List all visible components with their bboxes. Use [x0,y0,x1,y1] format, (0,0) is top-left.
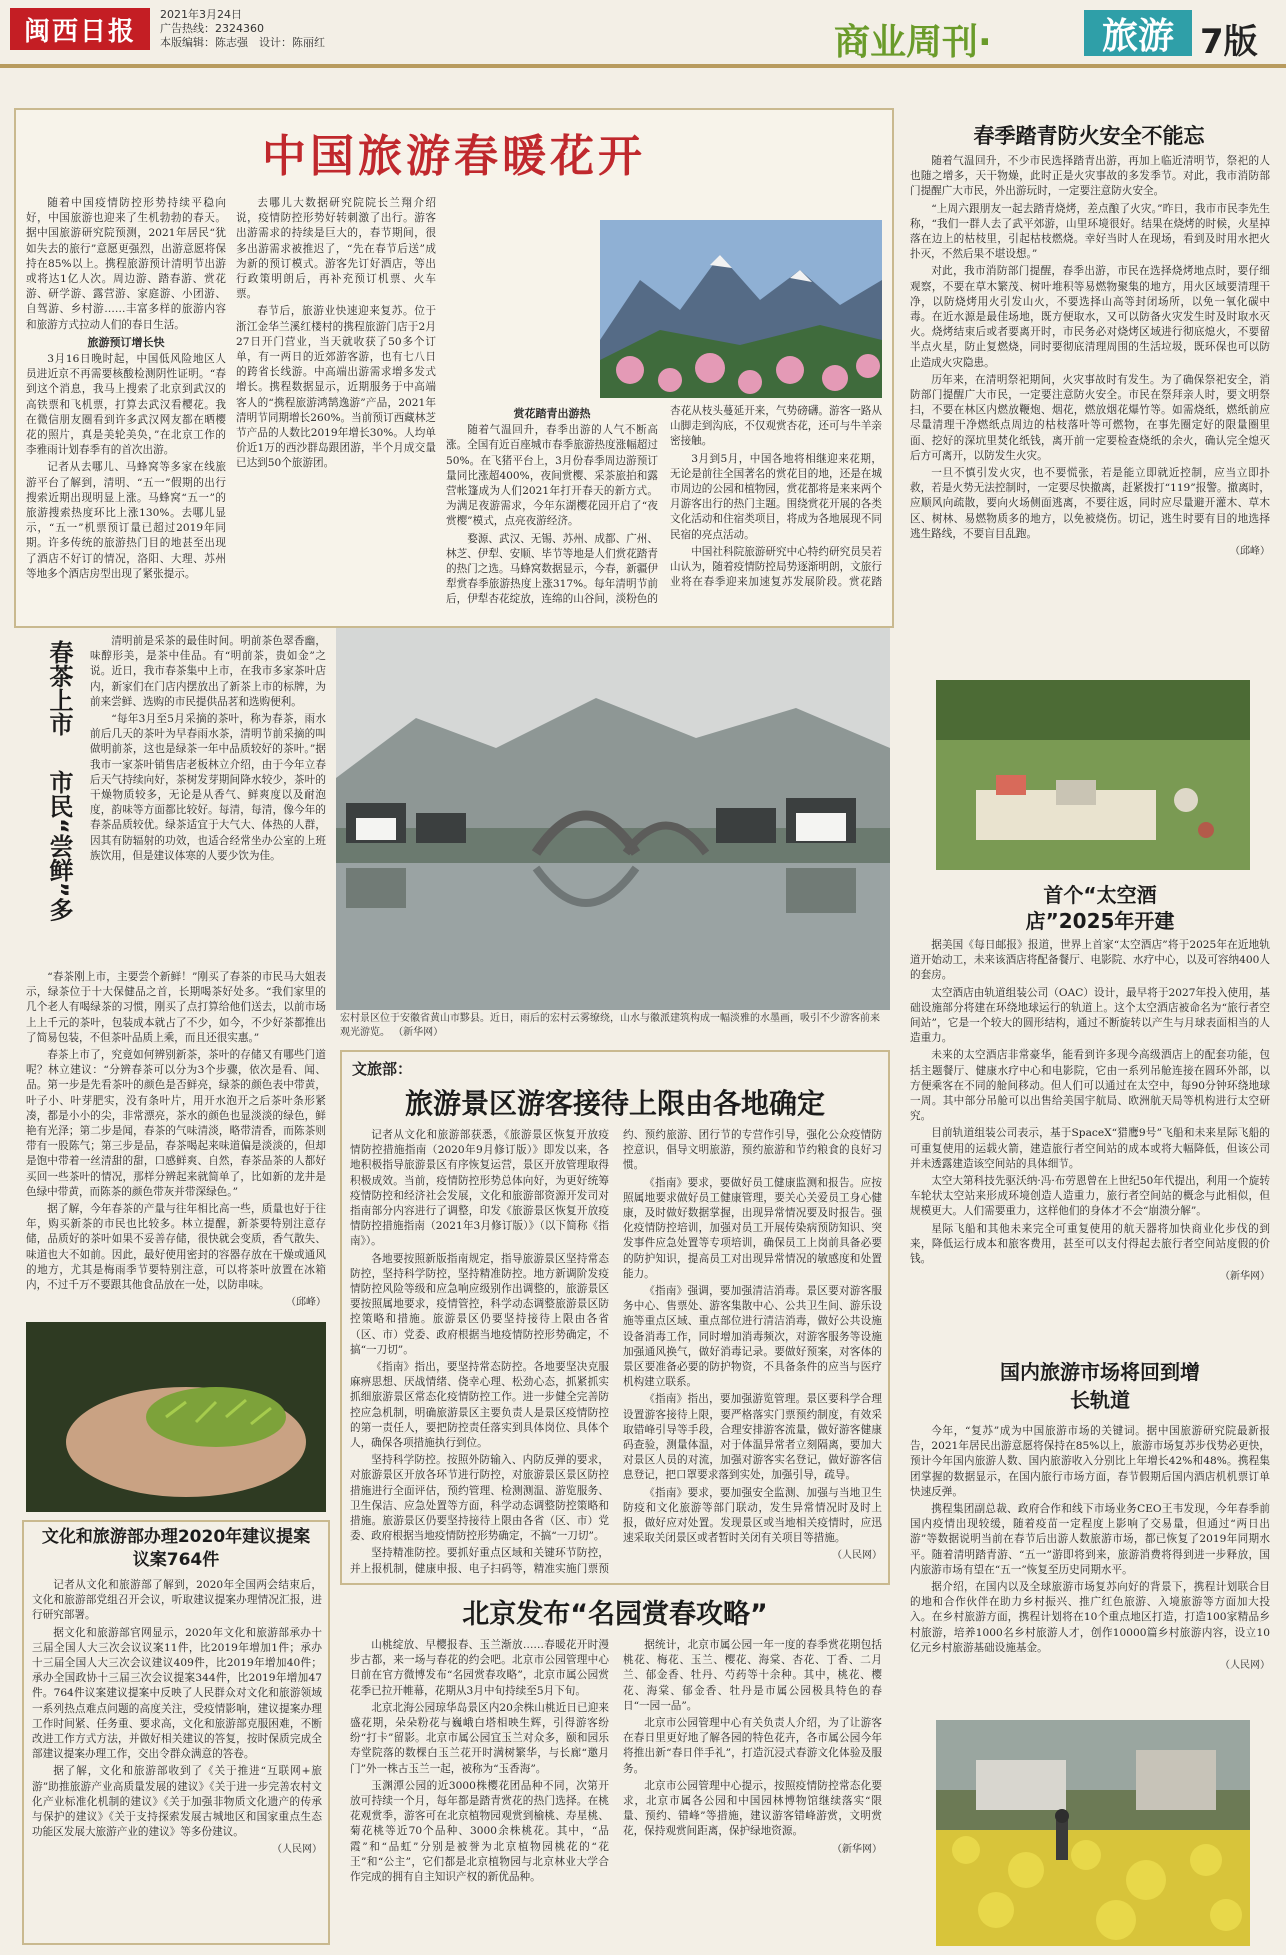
hongcun-caption-credit: （新华网） [393,1027,444,1038]
issue-date: 2021年3月24日 [160,8,242,21]
tea-p4: 春茶上市了，究竟如何辨别新茶，茶叶的存储又有哪些门道呢？林立建议：“分辨春茶可以分为3个步骤，依次是看、闻、品。第一步是先看茶叶的颜色是否鲜亮，绿茶的颜色表中带黄，叶子小、叶芽肥实，没有条叶片，用开水泡开之后茶叶条形紧凑，都是小小的尖，非常漂亮，茶水的颜色也显淡淡的绿色，鲜艳有光泽；第二步是闻，春茶的气味清淡，略带清香，而陈茶则带有一股陈气；第三步是品，春茶喝起来味道偏是淡淡的，但却是饱中带着一丝清甜的甜，口感鲜爽、自然，春茶品茶的人都好买回一些茶叶的情况，那样分辨起来就简单了，比如新的龙井是色绿中带黄，而陈茶的颜色带灰并带深绿色。” [26,1049,326,1198]
market-credit: （人民网） [1220,1660,1270,1672]
tourism-limit-p2: 各地要按照新版指南规定，指导旅游景区坚持常态防控，坚持科学防控，坚持精准防控。地方新调阶发疫情防控风险等级和应急响应级别作出调整的，旅游景区要按照属地要求，疫情管控，科学动态调整旅游景区防控策略和措施。旅游景区仍要坚持接待上限由各省（区、市）党委、政府根据当地疫情防控形势确定，不搞“一刀切”。 [350,1252,609,1356]
tea-headline-right: 市民“尝鲜”多 [45,770,73,922]
main-p2: 记者从去哪儿、马蜂窝等多家在线旅游平台了解到，清明、“五一”假期的出行搜索近期出现明显上涨。马蜂窝“五一”的旅游搜索热度环比上涨130%。去哪儿显示，“五一”机票预订量已超过2019年同期。许多传统的旅游热门目的地甚至出现了酒店不好订的情况，洛阳、大理、苏州等地多个酒店房型出现了紧张提示。 [26,461,226,580]
fire-text [910,154,1270,668]
tourism-limit-p8: 《指南》指出，要加强游览管理。景区要科学合理设置游客接待上限，要严格落实门票预约制度，有效采取错峰引导等手段，合理安排游客流量，做好游客健康码查验，测量体温，对于体温异常者立刻隔离，要加大对景区人员的对流，加强对游客实名登记，做好游客信息登记，把口罩要求落到实处，加强引导，疏导。 [623,1393,882,1482]
space-hotel-p2: 太空酒店由轨道组装公司（OAC）设计，最早将于2027年投入使用，基础设施部分将建在环绕地球运行的轨道上。这个太空酒店被命名为“旅行者空间站”，它是一个较大的圆形结构，通过不断旋转以产生与月球表面相当的人造重力。 [910,986,1270,1045]
beijing-p2: 北京北海公园琼华岛景区内20余株山桃近日已迎来盛花期，朵朵粉花与巍峨白塔相映生辉，引得游客纷纷“打卡”留影。北京市属公园宜玉兰对众多，颐和园乐寿堂院落的数棵白玉兰花开时满树繁华，与长廊“邀月门”外一株古玉兰一起，被称为“玉香海”。 [350,1701,609,1775]
main-sub1: 旅游预订增长快 [87,335,165,349]
picnic-photo [936,680,1250,870]
beijing-p1: 山桃绽放、早樱报春、玉兰渐放……春暖花开时漫步古都，来一场与春花的约会吧。北京市公园管理中心日前在官方微博发布“名园赏春攻略”，北京市属公园赏花季已拉开帷幕，花期从3月中旬持续至5月下旬。 [350,1639,609,1697]
hongcun-caption-text: 宏村景区位于安徽省黄山市黟县。近日，雨后的宏村云雾缭绕，山水与徽派建筑构成一幅淡雅的水墨画，吸引不少游客前来观光游览。 [340,1013,880,1038]
masthead-rule [0,64,1286,68]
fire-p3: 对此，我市消防部门提醒，春季出游，市民在选择烧烤地点时，要仔细观察，不要在草木繁茂、树叶堆积等易燃物聚集的地方，用火区域要清理干净，以防烧烤用火引发山火，不要选择山高等封闭场所，以免一氧化碳中毒。在近水源是最佳场地，既方便取水，又可以防备火灾发生时及时取水灭火。烧烤结束后或者要离开时，市民务必对烧烤区域进行彻底熄火，不要留半点火星，防止复燃烧，同时要彻底清理周围的生活垃圾，既环保也可以防止造成火灾隐患。 [910,265,1270,369]
space-hotel-text [910,938,1270,1346]
fire-headline: 春季踏青防火安全不能忘 [973,124,1205,148]
flower-field-photo [936,1720,1250,1946]
suggestion-headline: 文化和旅游部办理2020年建议提案议案764件 [41,1527,311,1570]
market-p1: 今年，“复苏”成为中国旅游市场的关键词。据中国旅游研究院最新报告，2021年居民出游意愿将保持在85%以上，旅游市场复苏步伐势必更快，预计今年国内旅游人数、国内旅游收入分别比上年增长42%和48%。携程集团掌握的数据显示，在国内旅行市场方面，春节假期后国内酒店机机票订单快速反弹。 [910,1425,1270,1498]
tea-p3: “春茶刚上市，主要尝个新鲜！”刚买了春茶的市民马大姐表示，绿茶位于十大保健品之首，长期喝茶好处多。“我们家里的几个老人有喝绿茶的习惯，刚买了点打算给他们送去，以前市场上上千元的茶叶，包装成本就占了不少，如今，不少好茶都推出了简易包装，不但茶叶品质上乘，而且还很实惠。” [26,971,326,1044]
main-sub2: 赏花踏青出游热 [513,407,591,420]
tea-leaves-photo [26,1322,326,1512]
hongcun-photo [336,628,890,1010]
tea-p1: 清明前是采茶的最佳时间。明前茶色翠香幽，味醇形美，是茶中佳品。有“明前茶，贵如金”之说。近日，我市春茶集中上市，在我市多家茶叶店内，新家们在门店内摆放出了新茶上市的标牌，为前来尝鲜、选购的市民提供品茗和选购便利。 [90,635,326,708]
tea-story-text-lower [26,970,326,1316]
tourism-limit-p4: 坚持科学防控。按照外防输入、内防反弹的要求，对旅游景区开放各环节进行防控，对旅游景区景区防控措施进行全面评估，预约管理、检测测温、游览服务、卫生保洁、应急处置等方面，科学动态调整防控策略和措施。旅游景区仍要坚持接待上限由各省（区、市）党委、政府根据当地疫情防控形势确定，不搞“一刀切”。 [350,1454,609,1543]
main-story-col3b [446,404,882,614]
main-p1: 3月16日晚时起，中国低风险地区人员进近京不再需要核酸检测阴性证明。“春到这个消息，我马上搜索了北京到武汉的高铁票和飞机票，打算去武汉看樱花。我在微信朋友圈看到许多武汉网友都在晒樱花的照片，真是美轮美奂，”在北京工作的李雅雨计划春季有的首次出游。 [26,353,226,457]
tourism-limit-p1: 记者从文化和旅游部获悉，《旅游景区恢复开放疫情防控措施指南（2020年9月修订版）》即发以来，各地积极指导旅游景区有序恢复运营，景区开放管理取得积极成效。当前，疫情防控形势总体向好，为更好统筹疫情防控和经济社会发展，文化和旅游部资源开发司对指南部分内容进行了调整，印发《旅游景区恢复开放疫情防控措施指南（2021年3月修订版）》（以下简称《指南》）。 [350,1129,609,1248]
main-p5: 随着气温回升，春季出游的人气不断高涨。全国有近百座城市春季旅游热度涨幅超过50%。在飞猪平台上，3月份春季周边游预订量同比涨超400%，夜间赏樱、采茶旅拍和露营帐篷成为人们2021年打开春天的新方式。为满足夜游需求，今年东湖樱花园开启了“夜赏樱”模式，点亮夜游经济。 [446,424,658,528]
space-hotel-p6: 星际飞船和其他未来完全可重复使用的航天器将加快商业化步伐的到来，降低运行成本和旅客费用，甚至可以支付得起去旅行者空间站度假的价钱。 [910,1222,1270,1266]
hongcun-caption [340,1012,888,1040]
ad-license: 广告热线：2324360 [160,22,264,35]
space-hotel-headline: 首个“太空酒店”2025年开建 [1025,883,1175,933]
masthead-meta [160,8,325,50]
tourism-limit-credit: （人民网） [832,1550,882,1562]
tourism-limit-headline: 旅游景区游客接待上限由各地确定 [404,1087,825,1120]
fire-p2: “上周六跟朋友一起去踏青烧烤，差点酿了火灾。”昨日，我市市民李先生称，“我们一群人去了武平郊游，山里环境很好。结果在烧烤的时候，火星掉落在边上的枯枝里，引起枯枝燃烧。幸好当时人在现场，看到及时用水把火扑灭，不然后果不堪设想。” [910,202,1270,261]
market-p3: 据介绍，在国内以及全球旅游市场复苏向好的背景下，携程计划联合目的地和合作伙伴在助力乡村振兴、推广红色旅游、入境旅游等方面加大投入。在乡村旅游方面，携程计划将在10个重点地区打造，打造100家精品乡村旅游，培养1000名乡村旅游人才，创作10000篇乡村旅游内容，设立10亿元乡村旅游基础设施基金。 [910,1581,1270,1654]
beijing-headline: 北京发布“名园赏春攻略” [462,1599,768,1630]
tourism-limit-kicker: 文旅部： [352,1060,413,1078]
main-headline: 中国旅游春暖花开 [262,131,646,182]
suggestion-text [32,1578,322,1938]
market-text [910,1424,1270,1712]
tourism-limit-p3: 《指南》指出，要坚持常态防控。各地要坚决克服麻痹思想、厌战情绪、侥幸心理、松劲心态，抓紧抓实抓细旅游景区常态化疫情防控工作。进一步健全完善防控应急机制，明确旅游景区主要负责人是景区疫情防控的第一责任人，要把防控责任落实到具体岗位、具体个人，确保各项措施执行到位。 [350,1361,609,1450]
space-hotel-credit: （新华网） [1220,1271,1270,1283]
tourism-limit-p7: 《指南》强调，要加强清洁消毒。景区要对游客服务中心、售票处、游客集散中心、公共卫生间、游乐设施等重点区域、重点部位进行清洁消毒，做好公共设施设备消毒工作，同时增加消毒频次，对游客服务等设施加强通风换气，做好消毒记录。要做好预案，对客体的景区要准备必要的防护物资，不具备条件的应当与医疗机构建立联系。 [623,1285,882,1389]
suggestion-p3: 据了解，文化和旅游部收到了《关于推进“互联网+旅游”助推旅游产业高质量发展的建议》《关于进一步完善农村文化产业标准化机制的建议》《关于加强非物质文化遗产的传承与保护的建议》《关于支持探索发展古城地区和国家重点生态功能区发展大旅游产业的建议》等多份建议。 [32,1765,322,1839]
fire-p1: 随着气温回升，不少市民选择踏青出游，再加上临近清明节，祭祀的人也随之增多，天干物燥，此时正是火灾事故的多发季节。对此，我市消防部门提醒广大市民，外出游玩时，一定要注意防火安全。 [910,155,1270,198]
tourism-limit-p9: 《指南》要求，要加强安全监测、加强与当地卫生防疫和文化旅游等部门联动，发生异常情况时及时上报，做好应对处置。发现景区或当地相关疫情时，应迅速采取关闭景区或者暂时关闭有关项目等措施。 [623,1486,882,1545]
space-hotel-p4: 目前轨道组装公司表示，基于SpaceX“猎鹰9号”飞船和未来星际飞船的可重复使用的运载火箭，建造旅行者空间站的成本或将大幅降低，但该公司并未透露建造该空间站的具体细节。 [910,1127,1270,1170]
space-hotel-p3: 未来的太空酒店非常豪华，能看到许多现今高级酒店上的配套功能，包括主题餐厅、健康水疗中心和电影院，它由一系列吊舱连接在圆环外部，以方便乘客在不同的舱间移动。但人们可以通过在太空中，每90分钟环绕地球一周。其中部分吊舱可以出售给美国宇航局、欧洲航天局等机构进行太空研究。 [910,1049,1270,1123]
suggestion-p2: 据文化和旅游部官网显示，2020年文化和旅游部承办十三届全国人大三次会议议案11件，比2019年增加1件；承办十三届全国人大三次会议建议409件，比2019年增加40件；承办全国政协十三届三次会议提案344件，比2019年增加47件。764件议案建议提案中反映了人民群众对文化和旅游领域一系列热点难点问题的高度关注，受疫情影响，建议提案办理工作时间紧、任务重、要求高，文化和旅游部克服困难，不断改进工作方式方法，并做好相关建议的答复，按时保质完成全部建议提案办理工作，交出令群众满意的答卷。 [32,1626,322,1761]
beijing-text [350,1638,882,1946]
tea-credit: （邱峰） [286,1297,326,1309]
fire-credit: （邱峰） [1230,546,1270,558]
section-title: 商业周刊· [834,22,992,63]
fire-p4: 历年来，在清明祭祀期间，火灾事故时有发生。为了确保祭祀安全，消防部门提醒广大市民，一定要注意防火安全。市民在祭拜亲人时，要文明祭扫，不要在林区内燃放鞭炮、烟花，燃放烟花爆竹等。如需烧纸，燃纸前应尽量清理干净燃纸点周边的枯枝落叶等可燃物，在事先圈定好的限量圈里面、挖好的深坑里焚化纸钱，离开前一定要检查烧纸的余火，确认完全熄灭后方可离开，以防发生火灾。 [910,373,1270,462]
main-p4: 春节后，旅游业快速迎来复苏。位于浙江金华兰溪红楼村的携程旅游门店于2月27日开门营业，当天就收获了50多个订单，有一两日的近郊游客游，也有七八日的跨省长线游。中高端出游需求增多发式增长。携程数据显示，近期服务于中高端客人的“携程旅游鸿鹄逸游”产品，2021年清明节同期增长260%。当前预订西藏林芝节产品的人数比2019年增长30%。人均单价近1万的西沙群岛跟团游，半个月成交量已达到50个旅游团。 [236,305,436,470]
space-hotel-p5: 太空大第科技先驱沃纳·冯·布劳恩曾在上世纪50年代提出，利用一个旋转车轮状太空站来形成环境创造人造重力，旅行者空间站的概念与此相似，但规模更大。人们需要重力，这样他们的身体才不会“崩溃分解”。 [910,1175,1270,1218]
newspaper-logo: 闽西日报 [10,8,150,50]
beijing-p5: 北京市公园管理中心有关负责人介绍，为了让游客在春日里更好地了解各园的特色花卉，各市属公园今年将推出新“春日伴手礼”，打造沉浸式春游文化体验及服务。 [623,1717,882,1775]
tourism-limit-p6: 《指南》要求，要做好员工健康监测和报告。应按照属地要求做好员工健康管理，要关心关爱员工身心健康，及时做好数据掌握，出现异常情况要及时报告。强化疫情防控培训，加强对员工开展传染病预防知识、突发事件应急处置等专项培训，确保员工上岗前具备必要的防护知识，提高员工对出现异常情况的敏感度和处置能力。 [623,1176,882,1280]
main-intro: 随着中国疫情防控形势持续平稳向好，中国旅游也迎来了生机勃勃的春天。据中国旅游研究院预测，2021年居民“犹如失去的旅行”意愿更强烈，出游意愿将保持在85%以上。携程旅游预计清明节出游或将达1亿人次。周边游、踏春游、赏花游、研学游、露营游、家庭游、小团游、自驾游、乡村游……丰富多样的旅游内容和旅游方式拉动人们的春日生活。 [26,197,226,331]
market-headline: 国内旅游市场将回到增长轨道 [1000,1360,1200,1412]
main-p3: 去哪儿大数据研究院院长兰翔介绍说，疫情防控形势好转刺激了出行。游客出游需求的持续是巨大的，春节期间，很多出游需求被推迟了，“先在春节后送”成为新的预订模式。游客先订好酒店，等出行政策明朗后，再补充预订机票、火车票。 [236,197,436,301]
main-p8: 中国社科院旅游研究中心特约研究员吴若山认为，随着疫情防控局势逐渐明朗，文旅行业将在春季迎来加速复苏发展阶段。赏花踏 [670,545,882,589]
tea-story-text [90,634,326,969]
market-p2: 携程集团副总裁、政府合作和线下市场业务CEO王韦发现，今年春季前国内疫情出现较缓，随着疫苗一定程度上影响了交易量，但通过“两日出游”等数据说明当前在春节后出游人数旅游市场，都已恢复了2019年同期水平。随着清明踏青游、“五一”游即将到来，旅游消费将得到进一步释放，国内旅游市场有望在“五一”恢复至历史同期水平。 [910,1503,1270,1576]
main-p7: 3月到5月，中国各地将相继迎来花期，无论是前往全国著名的赏花目的地，还是在城市周边的公园和植物园，赏花都将是来来两个月游客出行的热门主题。围绕赏花开展的各类文化活动和住宿类项目，将成为各地展现不同民宿的亮点活动。 [670,452,882,541]
beijing-credit: （新华网） [832,1843,882,1855]
beijing-p6: 北京市公园管理中心提示，按照疫情防控常态化要求，北京市属各公园和中国园林博物馆继续落实“限量、预约、错峰”等措施，建议游客错峰游赏，文明赏花，保持观赏间距离，保护绿地资源。 [623,1779,882,1838]
main-p6: 婺源、武汉、无锡、苏州、成都、广州、林芝、伊犁、安顺、毕节等地是人们赏花踏青的热门之选。马蜂窝数据显示，今春，新疆伊犁赏春季旅游热度上涨317%。每年清明节前后，伊犁杏花绽放，连绵的山谷间，淡粉色的杏花从枝头蔓延开来，气势磅礴。游客一路从山脚走到沟底，不仅观赏杏花，还可与牛羊亲密接触。 [446,405,882,606]
section-category: 旅游 [1084,10,1192,56]
suggestion-credit: （人民网） [272,1844,322,1856]
main-story-col1 [26,196,226,616]
tourism-limit-text [350,1128,882,1578]
beijing-p3: 玉渊潭公园的近3000株樱花团品种不同，次第开放可持续一个月，每年都是踏青赏花的热门选择。在桃花观赏季，游客可在北京植物园观赏到榆桃、寿星桃、菊花桃等近70个品种、3000余株桃花。其中，“品霞”和“品虹”分别是被誉为北京植物园桃花的“花王”和“公主”，它们都是北京植物园与北京林业大学合作完成的拥有自主知识产权的新优品种。 [350,1779,609,1884]
fire-p5: 一旦不慎引发火灾，也不要慌张，若是能立即就近控制，应当立即扑救，若是火势无法控制时，一定要尽快撤离，赶紧拨打“119”报警。撤离时，应顺风向疏散，要向火场侧面逃离，不要往返，同时应尽量避开灌木、草木区、树林、易燃物质多的地方，以免被烧伤。切记，逃生时要有目的地选择逃生路线，不要盲目乱跑。 [910,467,1270,540]
editor-credit: 本版编辑：陈志强 设计：陈丽红 [160,36,325,49]
tea-p5: 据了解，今年春茶的产量与往年相比高一些，质量也好于往年，购买新茶的市民也比较多。林立提醒，新茶要特别注意存储，品质好的茶叶如果不妥善存储，很快就会变质，香气散失、味道也大不如前。因此，最好使用密封的容器存放在干燥或通风的地方，尤其是梅雨季节要特别注意，可以将茶叶放置在冰箱内，不过千万不要跟其他食品放在一处，以防串味。 [26,1203,326,1292]
beijing-p4: 据统计，北京市属公园一年一度的春季赏花期包括桃花、梅花、玉兰、樱花、海棠、杏花、丁香、二月兰、郁金香、牡丹、芍药等十余种。其中，桃花、樱花、海棠、郁金香、牡丹是市属公园极具特色的春日“一园一品”。 [623,1639,882,1712]
page-label: 7版 [1200,22,1258,62]
tourism-limit-p5: 坚持精准防控。要抓好重点区域和关键环节防控，并上报机制，健康申报、电子扫码等，精准实施门票预约、预约旅游、团行节的专营作引导，强化公众疫情防控意识，倡导文明旅游，预约旅游和节约粮食的良好习惯。 [350,1129,882,1575]
space-hotel-p1: 据美国《每日邮报》报道，世界上首家“太空酒店”将于2025年在近地轨道开始动工，未来该酒店将配备餐厅、电影院、水疗中心，以及可容纳400人的套房。 [910,939,1270,982]
main-story-col2 [236,196,436,616]
tea-headline-left: 春茶上市 [45,640,73,736]
suggestion-p1: 记者从文化和旅游部了解到，2020年全国两会结束后，文化和旅游部党组召开会议，听取建议提案办理情况汇报，进行研究部署。 [32,1579,322,1622]
tea-p2: “每年3月至5月采摘的茶叶，称为春茶，雨水前后几天的茶叶为早春雨水茶，清明节前采摘的叫做明前茶，这也是绿茶一年中品质较好的茶叶。”据我市一家茶叶销售店老板林立介绍，由于今年立春后天气持续向好，茶树发芽期间降水较少，茶叶的干燥物质较多，无论是从香气、鲜爽度以及耐泡度，韵味等方面都比较好。每清，每清，像今年的春茶品质较优。绿茶适宜于大气大、体热的人群，因其有防辐射的功效，也适合经常坐办公室的上班族饮用，但是建议体寒的人要少饮为佳。 [90,713,326,862]
main-photo-mountain-valley [600,220,882,398]
